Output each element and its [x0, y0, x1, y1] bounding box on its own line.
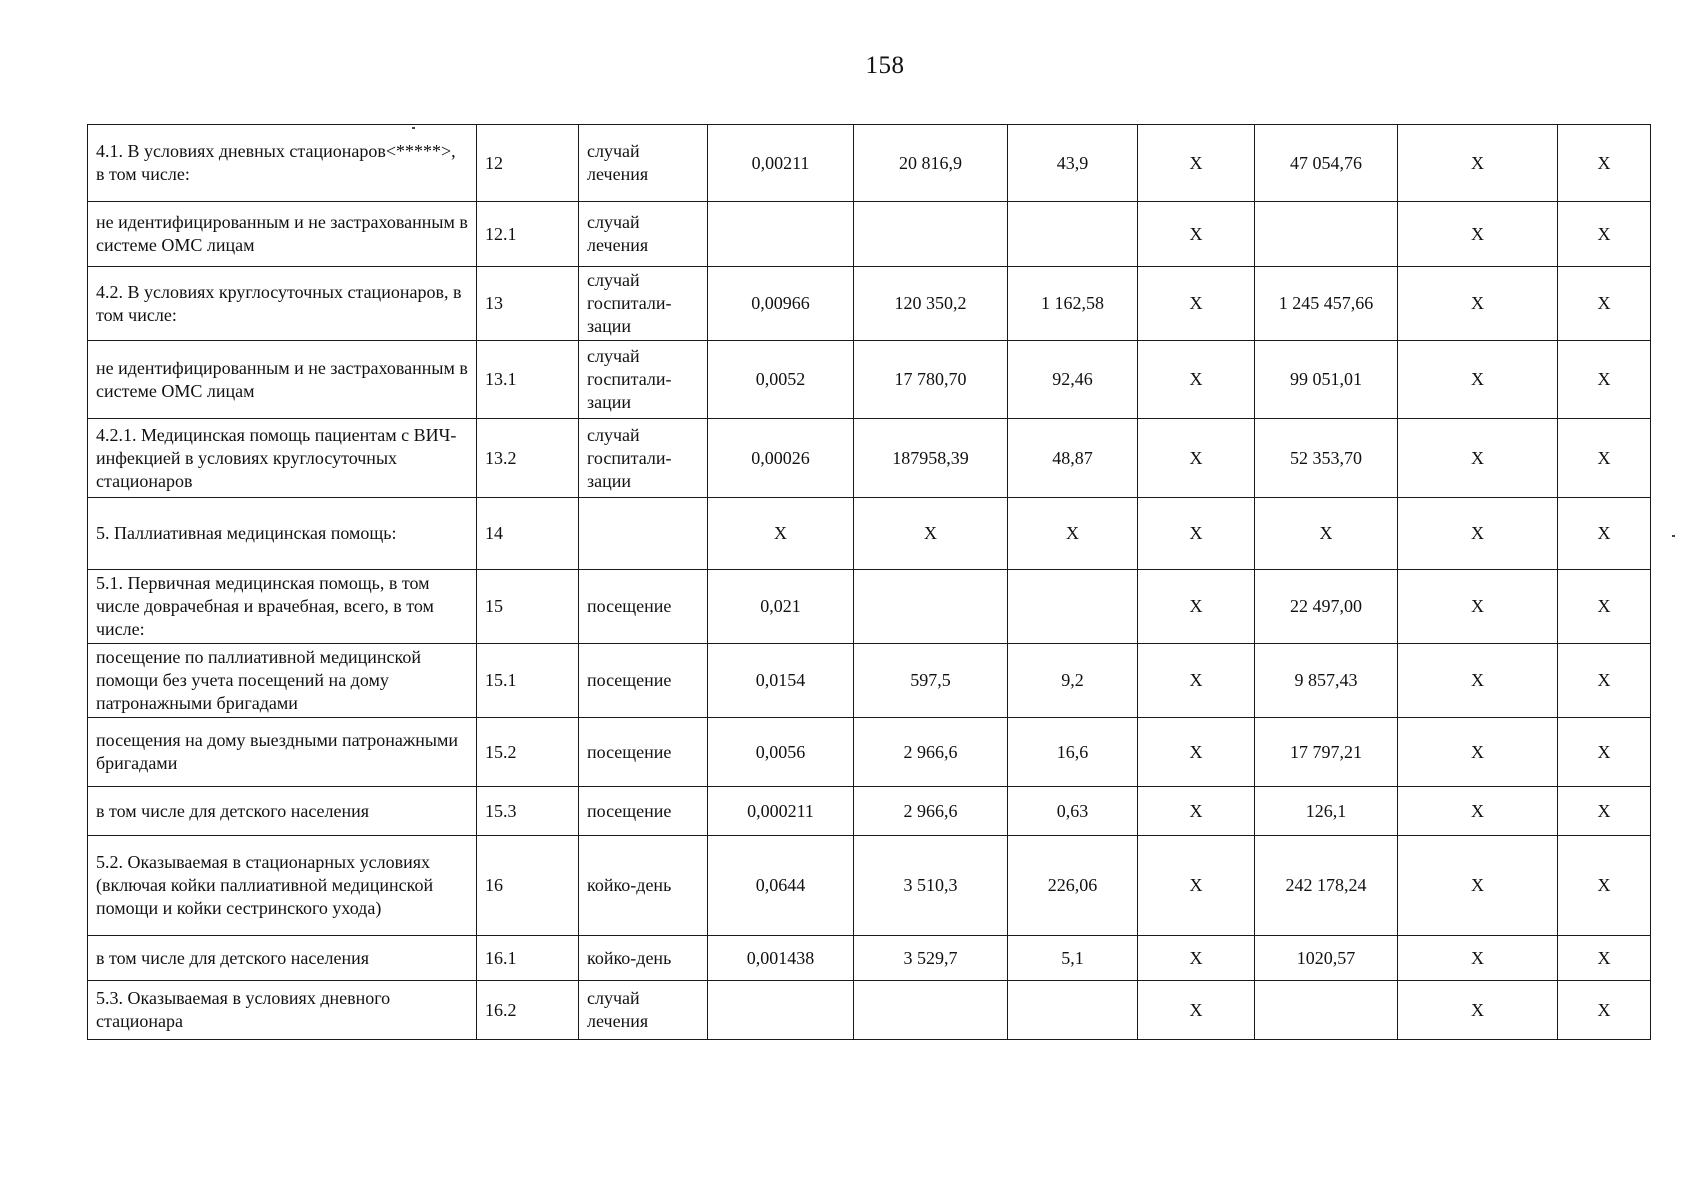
cell-name: 4.2. В условиях круглосуточных стационаров, в том числе:	[88, 267, 477, 341]
cell-value	[1008, 981, 1138, 1040]
cell-value: 2 966,6	[854, 787, 1008, 836]
cell-unit: койко-день	[579, 936, 708, 981]
cell-name: 5.3. Оказываемая в условиях дневного стационара	[88, 981, 477, 1040]
cell-value: X	[1398, 341, 1558, 419]
cell-value: X	[1398, 267, 1558, 341]
cell-value: 187958,39	[854, 419, 1008, 498]
cell-value	[1255, 202, 1398, 267]
cell-value: X	[1558, 498, 1651, 570]
cell-unit: посещение	[579, 787, 708, 836]
cell-value: X	[1558, 570, 1651, 644]
cell-value: X	[1138, 498, 1255, 570]
cell-unit: случай госпитали-зации	[579, 341, 708, 419]
cell-value	[1255, 981, 1398, 1040]
cell-value: X	[1398, 836, 1558, 936]
cell-value: X	[1255, 498, 1398, 570]
cell-value: 126,1	[1255, 787, 1398, 836]
cell-value: 22 497,00	[1255, 570, 1398, 644]
cell-value: X	[1398, 419, 1558, 498]
table-row	[88, 787, 1651, 836]
cell-unit: посещение	[579, 718, 708, 787]
cell-value: X	[1138, 644, 1255, 718]
cell-value: X	[1558, 202, 1651, 267]
table-row	[88, 981, 1651, 1040]
cell-value: 0,00026	[708, 419, 854, 498]
cell-value: 0,001438	[708, 936, 854, 981]
cell-value: 3 529,7	[854, 936, 1008, 981]
table-row	[88, 125, 1651, 202]
cell-value: X	[1138, 419, 1255, 498]
cell-value: X	[1138, 570, 1255, 644]
cell-value: 0,00211	[708, 125, 854, 202]
cell-value	[708, 202, 854, 267]
cell-value: X	[1138, 202, 1255, 267]
cell-value: X	[1558, 936, 1651, 981]
cell-unit: случай лечения	[579, 202, 708, 267]
cell-name: 5.2. Оказываемая в стационарных условиях (включая койки паллиативной медицинской помощи и койки сестринского ухода)	[88, 836, 477, 936]
cell-name: 4.2.1. Медицинская помощь пациентам с ВИЧ-инфекцией в условиях круглосуточных стационаров	[88, 419, 477, 498]
scan-artifact	[1672, 535, 1675, 537]
cell-value	[854, 570, 1008, 644]
cell-value: X	[1558, 125, 1651, 202]
cell-value: 17 780,70	[854, 341, 1008, 419]
cell-value: X	[1138, 125, 1255, 202]
table-row	[88, 718, 1651, 787]
cell-value: X	[1138, 267, 1255, 341]
cell-value: X	[1138, 981, 1255, 1040]
cell-code: 16	[477, 836, 579, 936]
cell-value: X	[1398, 981, 1558, 1040]
cell-value: 2 966,6	[854, 718, 1008, 787]
cell-value: X	[1398, 787, 1558, 836]
table-row	[88, 936, 1651, 981]
cell-value: X	[1138, 787, 1255, 836]
table-row	[88, 202, 1651, 267]
cell-value: 0,00966	[708, 267, 854, 341]
table-row	[88, 498, 1651, 570]
cell-name: не идентифицированным и не застрахованным в системе ОМС лицам	[88, 202, 477, 267]
cell-value: 43,9	[1008, 125, 1138, 202]
cell-value: X	[1558, 419, 1651, 498]
cell-value: X	[708, 498, 854, 570]
cell-unit	[579, 498, 708, 570]
cell-value: 92,46	[1008, 341, 1138, 419]
cell-unit: посещение	[579, 570, 708, 644]
cell-value	[1008, 570, 1138, 644]
cell-value: 9,2	[1008, 644, 1138, 718]
cell-value: 47 054,76	[1255, 125, 1398, 202]
cell-value: 9 857,43	[1255, 644, 1398, 718]
cell-value: 52 353,70	[1255, 419, 1398, 498]
cell-value: 99 051,01	[1255, 341, 1398, 419]
page-number: 158	[865, 52, 905, 79]
cell-name: посещения на дому выездными патронажными бригадами	[88, 718, 477, 787]
scan-artifact	[412, 127, 415, 129]
cell-value: X	[1138, 836, 1255, 936]
cell-value	[854, 202, 1008, 267]
cell-value: 0,0052	[708, 341, 854, 419]
cell-value: X	[1138, 718, 1255, 787]
cell-value: 3 510,3	[854, 836, 1008, 936]
cell-value: 16,6	[1008, 718, 1138, 787]
cell-value	[1008, 202, 1138, 267]
cell-value: X	[1138, 341, 1255, 419]
cell-unit: случай лечения	[579, 981, 708, 1040]
table-row	[88, 341, 1651, 419]
cell-value: X	[1558, 787, 1651, 836]
cell-value: X	[1398, 125, 1558, 202]
cell-name: 4.1. В условиях дневных стационаров<*****>, в том числе:	[88, 125, 477, 202]
cell-value: 1 245 457,66	[1255, 267, 1398, 341]
table-row	[88, 836, 1651, 936]
cell-name: 5.1. Первичная медицинская помощь, в том числе доврачебная и врачебная, всего, в том числе:	[88, 570, 477, 644]
cell-name: посещение по паллиативной медицинской помощи без учета посещений на дому патронажными бригадами	[88, 644, 477, 718]
cell-unit: случай госпитали-зации	[579, 419, 708, 498]
cell-unit: посещение	[579, 644, 708, 718]
cell-code: 13.2	[477, 419, 579, 498]
table-row	[88, 419, 1651, 498]
cell-value	[708, 981, 854, 1040]
cell-value: 48,87	[1008, 419, 1138, 498]
cell-value: X	[1558, 836, 1651, 936]
cell-value: X	[1558, 981, 1651, 1040]
data-table	[87, 124, 1651, 1040]
cell-value: 20 816,9	[854, 125, 1008, 202]
cell-code: 15.1	[477, 644, 579, 718]
cell-value: X	[1558, 341, 1651, 419]
cell-value: 226,06	[1008, 836, 1138, 936]
cell-code: 15.2	[477, 718, 579, 787]
cell-unit: койко-день	[579, 836, 708, 936]
cell-value: X	[1558, 644, 1651, 718]
cell-value: 0,63	[1008, 787, 1138, 836]
cell-value: X	[1008, 498, 1138, 570]
table-row	[88, 570, 1651, 644]
table-row	[88, 267, 1651, 341]
cell-value: X	[1558, 267, 1651, 341]
cell-value: 1 162,58	[1008, 267, 1138, 341]
cell-value: 0,021	[708, 570, 854, 644]
cell-value: X	[1398, 570, 1558, 644]
cell-code: 13	[477, 267, 579, 341]
cell-code: 14	[477, 498, 579, 570]
cell-value	[854, 981, 1008, 1040]
cell-unit: случай лечения	[579, 125, 708, 202]
cell-value: X	[1138, 936, 1255, 981]
cell-code: 15.3	[477, 787, 579, 836]
cell-value: 0,0644	[708, 836, 854, 936]
cell-value: 0,0056	[708, 718, 854, 787]
cell-value: 5,1	[1008, 936, 1138, 981]
cell-value: X	[1558, 718, 1651, 787]
cell-value: X	[1398, 202, 1558, 267]
cell-code: 13.1	[477, 341, 579, 419]
cell-value: 0,0154	[708, 644, 854, 718]
cell-code: 12.1	[477, 202, 579, 267]
cell-value: 17 797,21	[1255, 718, 1398, 787]
cell-value: 242 178,24	[1255, 836, 1398, 936]
cell-value: X	[854, 498, 1008, 570]
cell-value: X	[1398, 936, 1558, 981]
cell-name: в том числе для детского населения	[88, 787, 477, 836]
cell-value: 1020,57	[1255, 936, 1398, 981]
cell-code: 16.1	[477, 936, 579, 981]
cell-code: 15	[477, 570, 579, 644]
cell-value: X	[1398, 718, 1558, 787]
cell-value: 120 350,2	[854, 267, 1008, 341]
table-row	[88, 644, 1651, 718]
cell-value: X	[1398, 644, 1558, 718]
cell-value: 0,000211	[708, 787, 854, 836]
cell-name: в том числе для детского населения	[88, 936, 477, 981]
cell-value: 597,5	[854, 644, 1008, 718]
cell-unit: случай госпитали-зации	[579, 267, 708, 341]
cell-code: 16.2	[477, 981, 579, 1040]
cell-code: 12	[477, 125, 579, 202]
cell-value: X	[1398, 498, 1558, 570]
cell-name: не идентифицированным и не застрахованным в системе ОМС лицам	[88, 341, 477, 419]
cell-name: 5. Паллиативная медицинская помощь:	[88, 498, 477, 570]
